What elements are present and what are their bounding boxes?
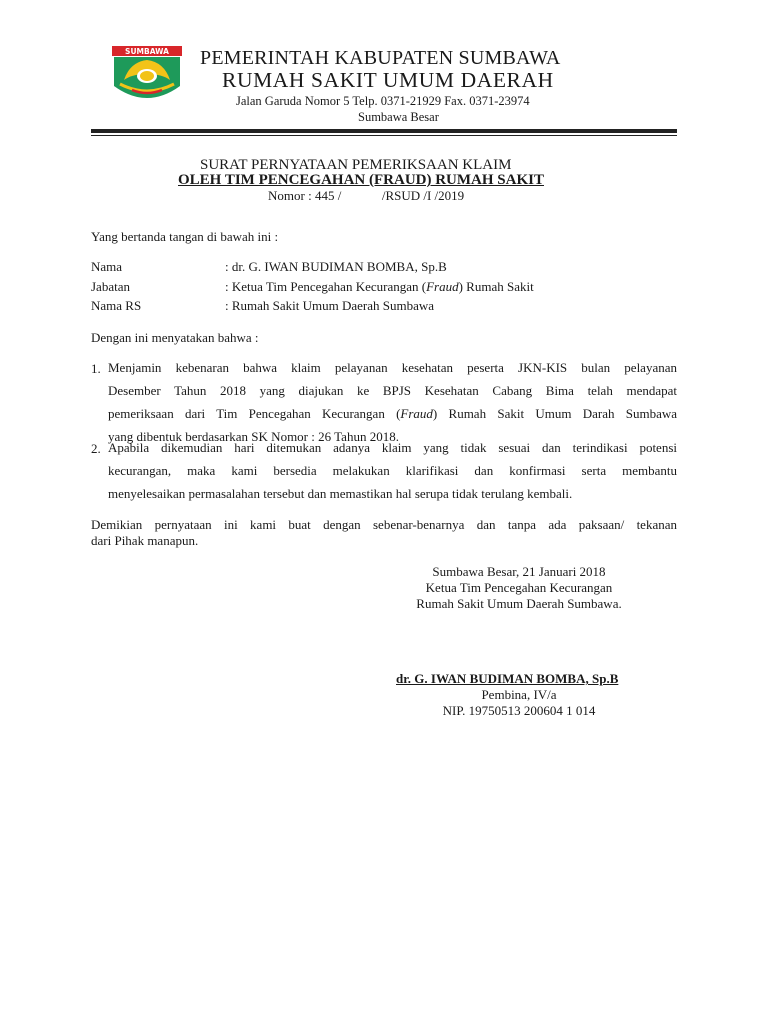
- address: Jalan Garuda Nomor 5 Telp. 0371-21929 Fax. 0371-23974: [236, 94, 530, 108]
- field-value-nama-rs: : Rumah Sakit Umum Daerah Sumbawa: [225, 298, 435, 313]
- field-label-nama-rs: Nama RS: [91, 298, 142, 313]
- header-rule-thick: [91, 129, 677, 133]
- list-number-1: 1.: [91, 361, 101, 376]
- field-value-nama: : dr. G. IWAN BUDIMAN BOMBA, Sp.B: [225, 259, 447, 274]
- field-label-nama: Nama: [91, 259, 123, 274]
- document-number: [268, 188, 464, 204]
- signatory-nip: NIP. 19750513 200604 1 014: [442, 703, 596, 718]
- field-value-jabatan: : Ketua Tim Pencegahan Kecurangan (Fraud) Rumah Sakit: [225, 279, 534, 294]
- list-number-2: 2.: [91, 441, 101, 456]
- header-rule-thin: [91, 135, 677, 136]
- city: Sumbawa Besar: [358, 110, 439, 124]
- statement-intro: Dengan ini menyatakan bahwa :: [91, 330, 259, 345]
- number-value: 445 /: [314, 188, 342, 203]
- signatory-rank: Pembina, IV/a: [481, 687, 557, 702]
- field-label-jabatan: Jabatan: [91, 279, 130, 294]
- number-suffix: /RSUD /I /2019: [381, 188, 465, 203]
- intro-text: Yang bertanda tangan di bawah ini :: [91, 229, 279, 244]
- gov-name: PEMERINTAH KABUPATEN SUMBAWA: [200, 47, 561, 69]
- sumbawa-logo: [110, 46, 184, 108]
- logo-text: SUMBAWA: [125, 47, 169, 56]
- number-label: Nomor :: [268, 188, 312, 203]
- hospital-name: RUMAH SAKIT UMUM DAERAH: [222, 68, 554, 92]
- list-item-1: Menjamin kebenaran bahwa klaim pelayanan kesehatan peserta JKN-KIS bulan pelayanan Desember Tahun 2018 yang diajukan ke BPJS Kesehatan Cabang Bima telah mendapat pemeriksaan dari Tim Pencegahan Kecurangan (Fraud) Rumah Sakit Umum Darah Sumbawa yang dibentuk berdasarkan SK Nomor : 26 Tahun 2018.: [108, 360, 677, 444]
- document-title-line2: OLEH TIM PENCEGAHAN (FRAUD) RUMAH SAKIT: [178, 172, 544, 188]
- closing-line1: Demikian pernyataan ini kami buat dengan sebenar-benarnya dan tanpa ada paksaan/ tekanan: [91, 517, 677, 532]
- list-item-2: Apabila dikemudian hari ditemukan adanya klaim yang tidak sesuai dan terindikasi potensi kecurangan, maka kami bersedia melakukan klarifikasi dan konfirmasi serta membantu menyelesaikan permasalahan tersebut dan memastikan hal serupa tidak terulang kembali.: [108, 440, 677, 501]
- signature-institution: Rumah Sakit Umum Daerah Sumbawa.: [416, 596, 622, 611]
- signatory-name: dr. G. IWAN BUDIMAN BOMBA, Sp.B: [396, 671, 619, 686]
- signature-position: Ketua Tim Pencegahan Kecurangan: [425, 580, 613, 595]
- closing-line2: dari Pihak manapun.: [91, 533, 199, 548]
- document-title-line1: SURAT PERNYATAAN PEMERIKSAAN KLAIM: [200, 157, 512, 173]
- signature-place-date: Sumbawa Besar, 21 Januari 2018: [432, 564, 606, 579]
